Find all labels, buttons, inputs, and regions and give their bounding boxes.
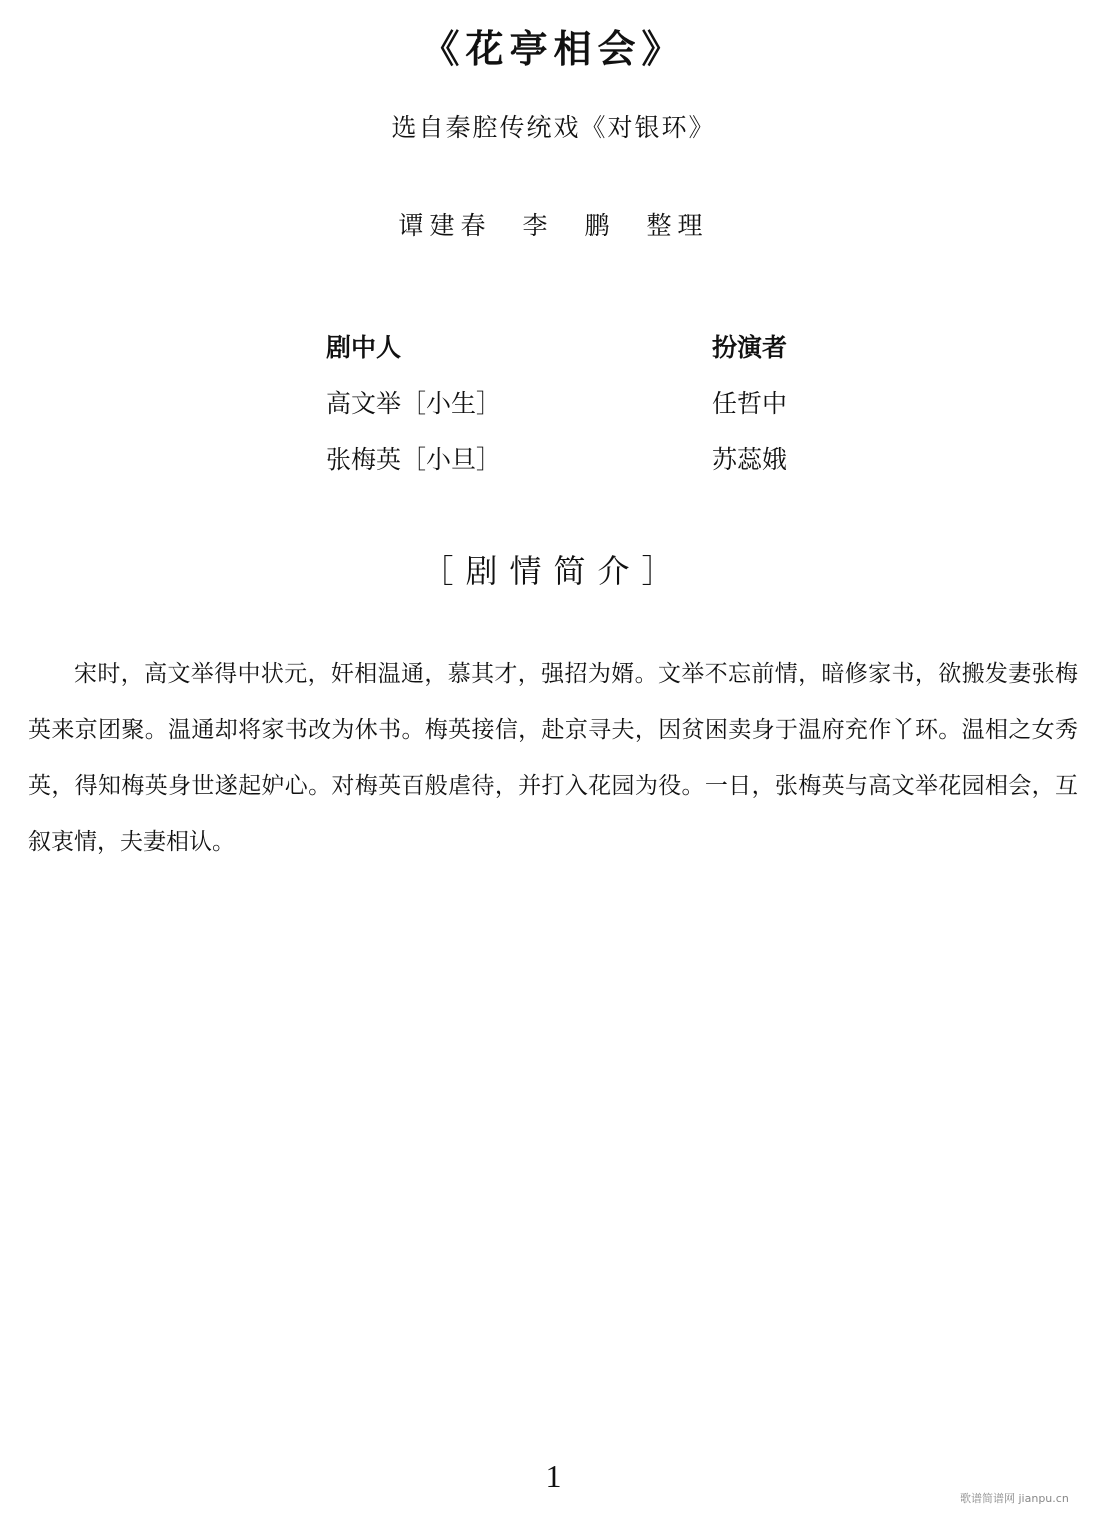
cast-role-header: 剧中人 xyxy=(326,333,402,362)
cast-actor: 任哲中 xyxy=(712,389,788,418)
arrangers-credit: 谭建春 李 鹏 整理 xyxy=(398,211,709,240)
page-title: 《花亭相会》 xyxy=(421,26,686,71)
synopsis-text: 宋时，高文举得中状元，奸相温通，慕其才，强招为婿。文举不忘前情，暗修家书，欲搬发妻张梅英来京团聚。温通却将家书改为休书。梅英接信，赴京寻夫，因贫困卖身于温府充作丫环。温相之女秀英，得知梅英身世遂起妒心。对梅英百般虐待，并打入花园为役。一日，张梅英与高文举花园相会，互叙衷情，夫妻相认。 xyxy=(28,661,1078,855)
cast-actor-header: 扮演者 xyxy=(712,333,788,362)
subtitle: 选自秦腔传统戏《对银环》 xyxy=(391,113,716,142)
cast-role-column xyxy=(326,330,501,498)
cast-role: 张梅英［小旦］ xyxy=(326,445,502,474)
cast-actor-column xyxy=(712,330,787,498)
watermark: 歌谱简谱网 jianpu.cn xyxy=(960,1492,1069,1505)
page-number: 1 xyxy=(545,1458,562,1494)
cast-list xyxy=(0,330,1107,490)
synopsis-heading: ［剧情简介］ xyxy=(421,552,686,590)
cast-role: 高文举［小生］ xyxy=(326,389,502,418)
cast-actor: 苏蕊娥 xyxy=(712,445,788,474)
